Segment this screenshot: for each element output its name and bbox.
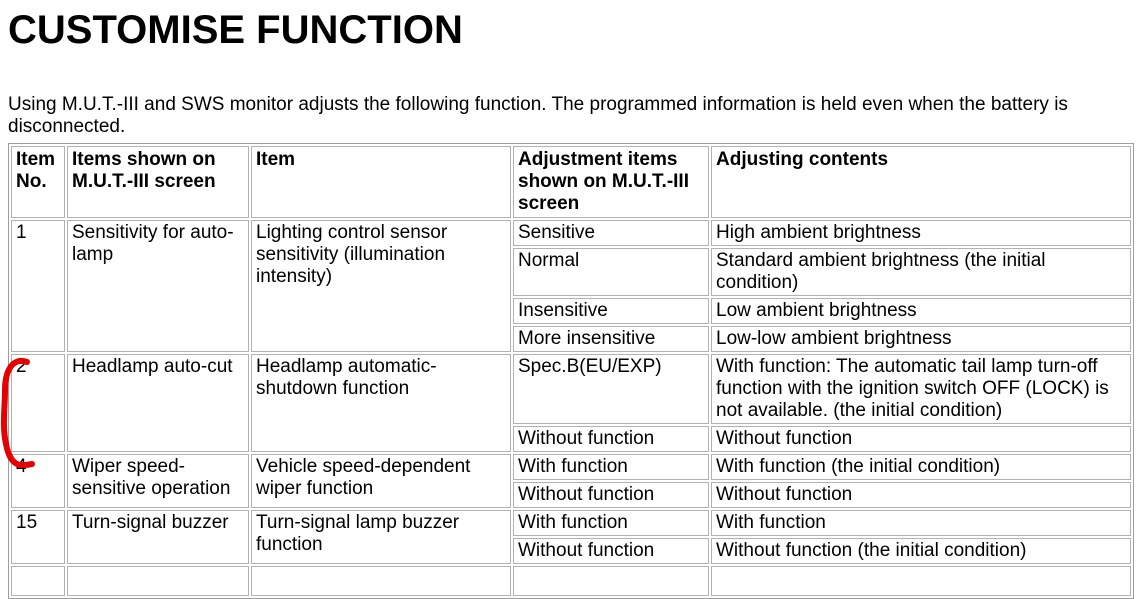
table-header-row (11, 146, 1131, 218)
adjustment-item-cell: Spec.B(EU/EXP) (513, 354, 709, 424)
items-shown-cell: Turn-signal buzzer (67, 510, 249, 564)
adjusting-content-cell: Standard ambient brightness (the initial condition) (711, 248, 1131, 296)
adjusting-content-cell: Low ambient brightness (711, 298, 1131, 324)
adjustment-item-cell: With function (513, 454, 709, 480)
items-shown-cell: Sensitivity for auto-lamp (67, 220, 249, 352)
col-header-item-no: Item No. (11, 146, 65, 218)
col-header-adjustment-items: Adjustment items shown on M.U.T.-III screen (513, 146, 709, 218)
adjustment-item-cell: Without function (513, 426, 709, 452)
adjusting-content-cell: Without function (the initial condition) (711, 538, 1131, 564)
item-no-cell: 15 (11, 510, 65, 564)
item-no-cell: 2 (11, 354, 65, 452)
items-shown-cell: Headlamp auto-cut (67, 354, 249, 452)
adjustment-item-cell: More insensitive (513, 326, 709, 352)
customise-function-table (8, 143, 1134, 599)
adjusting-content-cell: Low-low ambient brightness (711, 326, 1131, 352)
adjustment-item-cell: Without function (513, 482, 709, 508)
adjustment-item-cell: Insensitive (513, 298, 709, 324)
empty-cell (711, 566, 1131, 596)
item-no-cell: 4 (11, 454, 65, 508)
empty-cell (11, 566, 65, 596)
table-row-partial (11, 566, 1131, 596)
document-page (8, 8, 1138, 599)
item-no-cell: 1 (11, 220, 65, 352)
col-header-item: Item (251, 146, 511, 218)
empty-cell (513, 566, 709, 596)
adjusting-content-cell: Without function (711, 482, 1131, 508)
intro-text: Using M.U.T.-III and SWS monitor adjusts the following function. The programmed information is held even when the battery is disconnected. (8, 94, 1068, 137)
table-row-item-4 (11, 454, 1131, 480)
item-cell: Headlamp automatic-shutdown function (251, 354, 511, 452)
item-cell: Turn-signal lamp buzzer function (251, 510, 511, 564)
item-cell: Vehicle speed-dependent wiper function (251, 454, 511, 508)
adjustment-item-cell: With function (513, 510, 709, 536)
empty-cell (251, 566, 511, 596)
table-row-item-2 (11, 354, 1131, 424)
adjusting-content-cell: With function: The automatic tail lamp turn-off function with the ignition switch OFF (LOCK) is not available. (the initial condition) (711, 354, 1131, 424)
adjusting-content-cell: Without function (711, 426, 1131, 452)
page-title: CUSTOMISE FUNCTION (8, 8, 463, 52)
adjustment-item-cell: Without function (513, 538, 709, 564)
adjusting-content-cell: With function (the initial condition) (711, 454, 1131, 480)
items-shown-cell: Wiper speed-sensitive operation (67, 454, 249, 508)
col-header-items-shown: Items shown on M.U.T.-III screen (67, 146, 249, 218)
empty-cell (67, 566, 249, 596)
adjustment-item-cell: Sensitive (513, 220, 709, 246)
adjustment-item-cell: Normal (513, 248, 709, 296)
item-cell: Lighting control sensor sensitivity (illumination intensity) (251, 220, 511, 352)
table-row-item-15 (11, 510, 1131, 536)
adjusting-content-cell: With function (711, 510, 1131, 536)
col-header-adjusting-contents: Adjusting contents (711, 146, 1131, 218)
table-row-item-1 (11, 220, 1131, 246)
adjusting-content-cell: High ambient brightness (711, 220, 1131, 246)
